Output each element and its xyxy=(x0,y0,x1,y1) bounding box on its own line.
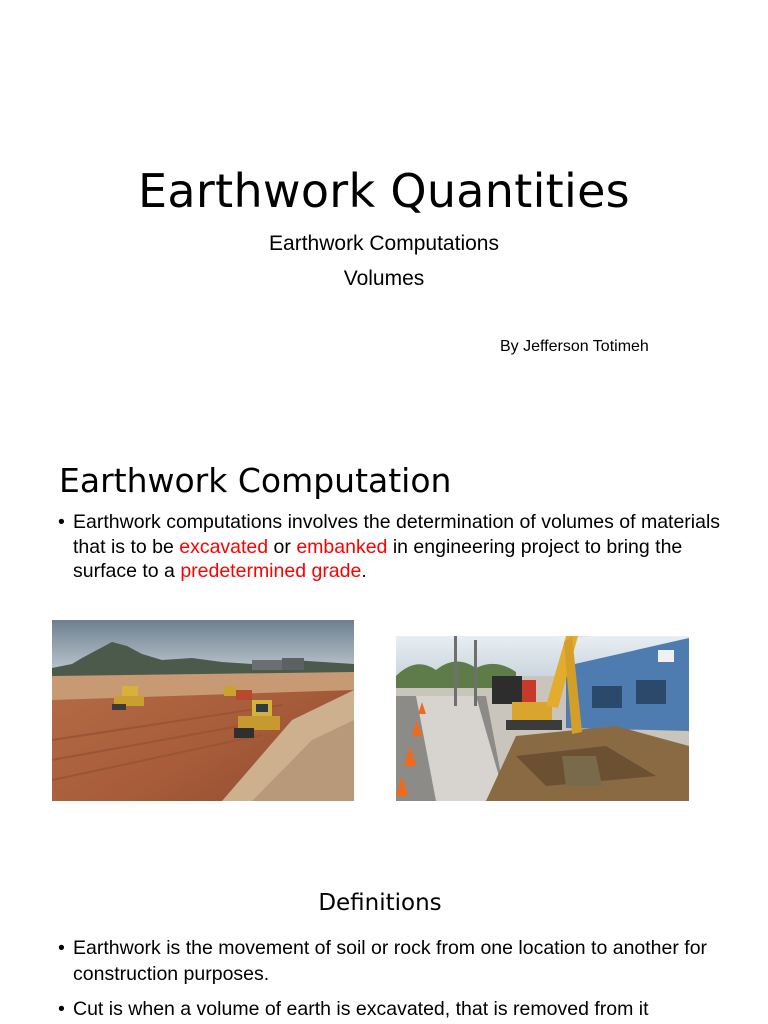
highlight-predetermined-grade: predetermined grade xyxy=(180,560,362,582)
bullet-text-part-1: Earthwork computations involves the determination of volumes of materials that is to be xyxy=(73,511,721,558)
bullet-symbol: • xyxy=(58,511,65,533)
bullet-definition-earthwork xyxy=(58,935,733,987)
bullet-text: Earthwork is the movement of soil or rock from one location to another for construction purposes. xyxy=(73,937,708,985)
bullet-symbol: • xyxy=(58,937,65,959)
bullet-text-part-4: . xyxy=(361,560,367,582)
road-construction-photo xyxy=(52,620,354,801)
bullet-definition-cut xyxy=(58,996,733,1022)
subtitle-line-2: Volumes xyxy=(343,267,425,290)
bullet-earthwork-computation xyxy=(58,510,733,584)
bullet-symbol: • xyxy=(58,998,65,1020)
excavator-photo xyxy=(396,636,689,801)
highlight-excavated: excavated xyxy=(179,535,269,558)
section-heading-definitions: Definitions xyxy=(318,890,442,916)
author-credit: By Jefferson Totimeh xyxy=(500,338,649,355)
slide-title: Earthwork Quantities xyxy=(138,164,630,218)
bullet-text-part-3: in engineering project to bring the surface to a xyxy=(73,535,683,582)
subtitle-line-1: Earthwork Computations xyxy=(269,232,499,255)
bullet-text-part-2: or xyxy=(268,535,297,558)
bullet-text: Cut is when a volume of earth is excavated, that is removed from it xyxy=(73,998,649,1020)
highlight-embanked: embanked xyxy=(296,535,388,558)
section-heading-earthwork-computation: Earthwork Computation xyxy=(59,461,452,500)
